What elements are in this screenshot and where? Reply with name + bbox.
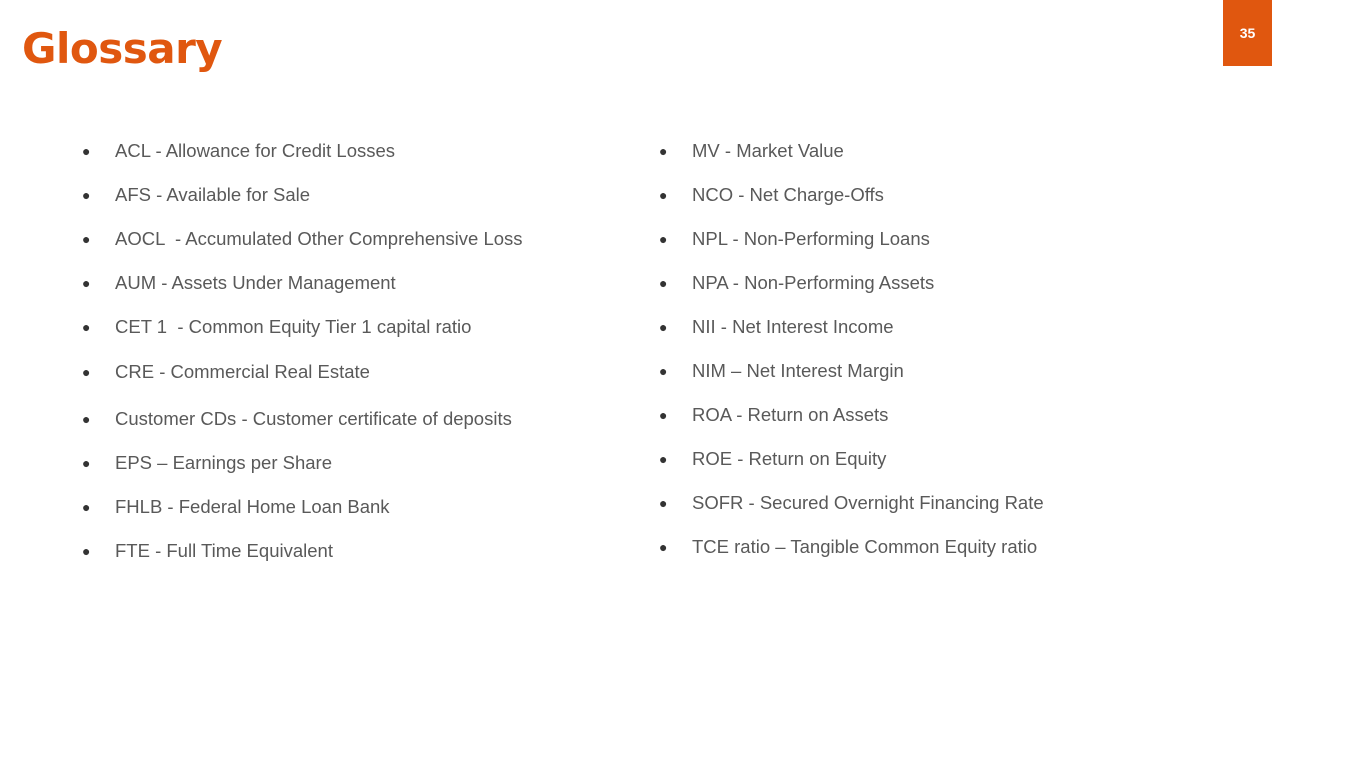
glossary-item [82,397,523,441]
glossary-term: NIM – Net Interest Margin [692,360,904,381]
page-title: Glossary [22,24,223,73]
glossary-item [82,129,523,173]
glossary-term: TCE ratio – Tangible Common Equity ratio [692,536,1038,557]
glossary-item [659,217,1044,261]
glossary-term: NCO - Net Charge-Offs [692,184,884,205]
glossary-term: NII - Net Interest Income [692,316,894,337]
glossary-item [659,525,1044,569]
glossary-item [82,529,523,573]
bullet-icon: ● [82,275,91,291]
page-number: 35 [1239,25,1256,41]
glossary-term: FTE - Full Time Equivalent [115,540,333,561]
glossary-term: NPL - Non-Performing Loans [692,228,930,249]
glossary-term: AOCL - Accumulated Other Comprehensive Loss [115,228,523,249]
bullet-icon: ● [82,231,91,247]
glossary-term: ROA - Return on Assets [692,404,889,425]
glossary-item [659,349,1044,393]
glossary-term: EPS – Earnings per Share [115,452,332,473]
glossary-term: FHLB - Federal Home Loan Bank [115,496,390,517]
glossary-item [82,173,523,217]
bullet-icon: ● [659,275,668,291]
bullet-icon: ● [659,231,668,247]
bullet-icon: ● [82,143,91,159]
glossary-term: CRE - Commercial Real Estate [115,361,370,382]
glossary-item [82,485,523,529]
glossary-item [82,305,523,349]
glossary-item [659,261,1044,305]
glossary-term: Customer CDs - Customer certificate of deposits [115,408,512,429]
glossary-term: CET 1 - Common Equity Tier 1 capital ratio [115,316,472,337]
bullet-icon: ● [82,455,91,471]
page-number-badge [1223,0,1272,66]
glossary-list-left [82,129,523,573]
bullet-icon: ● [659,187,668,203]
glossary-item [82,350,523,394]
glossary-list-right [659,129,1044,569]
bullet-icon: ● [82,364,91,380]
bullet-icon: ● [82,411,91,427]
glossary-item [659,305,1044,349]
bullet-icon: ● [659,495,668,511]
glossary-term: AUM - Assets Under Management [115,272,396,293]
bullet-icon: ● [82,187,91,203]
glossary-item [659,393,1044,437]
glossary-item [659,481,1044,525]
glossary-item [659,437,1044,481]
glossary-term: MV - Market Value [692,140,844,161]
glossary-term: AFS - Available for Sale [115,184,311,205]
bullet-icon: ● [659,319,668,335]
bullet-icon: ● [659,363,668,379]
glossary-term: NPA - Non-Performing Assets [692,272,935,293]
bullet-icon: ● [82,499,91,515]
bullet-icon: ● [82,319,91,335]
glossary-term: ACL - Allowance for Credit Losses [115,140,396,161]
glossary-item [659,129,1044,173]
bullet-icon: ● [659,143,668,159]
glossary-item [82,217,523,261]
bullet-icon: ● [82,543,91,559]
glossary-item [82,261,523,305]
glossary-item [659,173,1044,217]
glossary-item [82,441,523,485]
glossary-term: ROE - Return on Equity [692,448,887,469]
bullet-icon: ● [659,451,668,467]
bullet-icon: ● [659,407,668,423]
bullet-icon: ● [659,539,668,555]
glossary-term: SOFR - Secured Overnight Financing Rate [692,492,1044,513]
